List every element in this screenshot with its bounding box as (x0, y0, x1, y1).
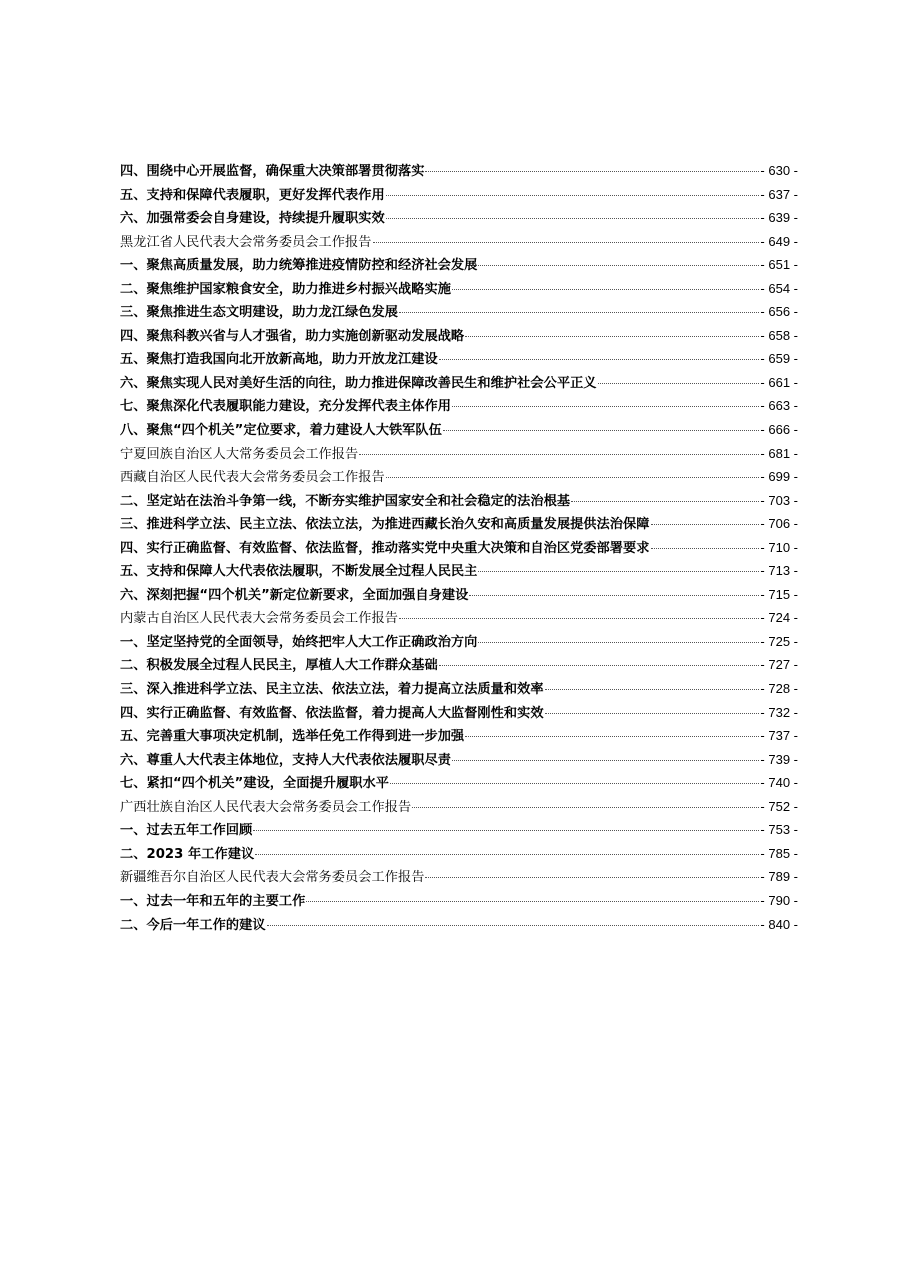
toc-dot-leader (478, 264, 759, 266)
toc-page-number: - 654 - (760, 280, 798, 296)
toc-dot-leader (439, 664, 760, 666)
toc-dot-leader (465, 335, 759, 337)
toc-dot-leader (478, 570, 759, 572)
toc-dot-leader (306, 900, 759, 902)
toc-dot-leader (545, 688, 760, 690)
toc-entry-title: 三、推进科学立法、民主立法、依法立法，为推进西藏长治久安和高质量发展提供法治保障 (120, 517, 650, 533)
toc-entry-title: 一、聚焦高质量发展，助力统筹推进疫情防控和经济社会发展 (120, 258, 478, 274)
toc-page-number: - 752 - (760, 798, 798, 814)
toc-entry-title: 六、加强常委会自身建设，持续提升履职实效 (120, 211, 385, 227)
toc-page-number: - 785 - (760, 845, 798, 861)
toc-dot-leader (651, 547, 760, 549)
toc-section-entry[interactable] (120, 206, 798, 230)
toc-section-entry[interactable] (120, 701, 798, 725)
table-of-contents (120, 159, 798, 936)
toc-report-entry[interactable] (120, 795, 798, 819)
toc-section-entry[interactable] (120, 394, 798, 418)
toc-page-number: - 666 - (760, 422, 798, 438)
toc-section-entry[interactable] (120, 748, 798, 772)
toc-dot-leader (598, 382, 760, 384)
toc-report-entry[interactable] (120, 465, 798, 489)
toc-dot-leader (373, 241, 760, 243)
toc-section-entry[interactable] (120, 583, 798, 607)
toc-entry-title: 宁夏回族自治区人大常务委员会工作报告 (120, 446, 359, 462)
toc-entry-title: 六、尊重人大代表主体地位，支持人大代表依法履职尽责 (120, 752, 451, 768)
toc-dot-leader (465, 735, 759, 737)
toc-dot-leader (425, 876, 759, 878)
toc-entry-title: 四、实行正确监督、有效监督、依法监督，推动落实党中央重大决策和自治区党委部署要求 (120, 540, 650, 556)
toc-dot-leader (425, 170, 759, 172)
toc-page-number: - 639 - (760, 210, 798, 226)
toc-page-number: - 630 - (760, 163, 798, 178)
toc-entry-title: 二、积极发展全过程人民民主，厚植人大工作群众基础 (120, 658, 438, 674)
toc-page-number: - 737 - (760, 728, 798, 744)
toc-report-entry[interactable] (120, 865, 798, 889)
toc-section-entry[interactable] (120, 418, 798, 442)
toc-dot-leader (443, 429, 760, 431)
toc-entry-title: 黑龙江省人民代表大会常务委员会工作报告 (120, 234, 372, 250)
toc-page-number: - 753 - (760, 822, 798, 838)
toc-page-number: - 725 - (760, 633, 798, 649)
toc-page-number: - 656 - (760, 304, 798, 320)
toc-dot-leader (386, 217, 760, 219)
toc-report-entry[interactable] (120, 606, 798, 630)
toc-section-entry[interactable] (120, 300, 798, 324)
toc-page-number: - 728 - (760, 681, 798, 697)
toc-page-number: - 713 - (760, 563, 798, 579)
toc-page-number: - 740 - (760, 775, 798, 791)
toc-dot-leader (386, 476, 760, 478)
toc-dot-leader (386, 194, 760, 196)
toc-entry-title: 一、过去五年工作回顾 (120, 823, 253, 839)
toc-entry-title: 二、今后一年工作的建议 (120, 917, 266, 933)
toc-dot-leader (390, 782, 759, 784)
toc-entry-title: 四、围绕中心开展监督，确保重大决策部署贯彻落实 (120, 164, 425, 179)
toc-section-entry[interactable] (120, 842, 798, 866)
toc-entry-title: 七、聚焦深化代表履职能力建设，充分发挥代表主体作用 (120, 399, 451, 415)
toc-section-entry[interactable] (120, 913, 798, 937)
toc-section-entry[interactable] (120, 559, 798, 583)
toc-entry-title: 二、聚焦维护国家粮食安全，助力推进乡村振兴战略实施 (120, 281, 451, 297)
toc-section-entry[interactable] (120, 489, 798, 513)
toc-dot-leader (399, 617, 759, 619)
toc-page-number: - 706 - (760, 516, 798, 532)
toc-entry-title: 六、深刻把握“四个机关”新定位新要求，全面加强自身建设 (120, 587, 469, 603)
toc-entry-title: 八、聚焦“四个机关”定位要求，着力建设人大铁军队伍 (120, 423, 442, 439)
toc-section-entry[interactable] (120, 253, 798, 277)
toc-page-number: - 658 - (760, 327, 798, 343)
toc-entry-title: 二、2023 年工作建议 (120, 846, 255, 862)
toc-page-number: - 637 - (760, 186, 798, 202)
toc-page-number: - 790 - (760, 892, 798, 908)
toc-entry-title: 一、坚定坚持党的全面领导，始终把牢人大工作正确政治方向 (120, 634, 478, 650)
toc-entry-title: 新疆维吾尔自治区人民代表大会常务委员会工作报告 (120, 870, 425, 886)
toc-page-number: - 715 - (760, 586, 798, 602)
toc-page-number: - 661 - (760, 374, 798, 390)
toc-section-entry[interactable] (120, 347, 798, 371)
toc-dot-leader (267, 924, 760, 926)
toc-section-entry[interactable] (120, 653, 798, 677)
toc-entry-title: 四、实行正确监督、有效监督、依法监督，着力提高人大监督刚性和实效 (120, 705, 544, 721)
toc-dot-leader (359, 453, 759, 455)
toc-section-entry[interactable] (120, 771, 798, 795)
toc-entry-title: 六、聚焦实现人民对美好生活的向往，助力推进保障改善民生和维护社会公平正义 (120, 375, 597, 391)
toc-dot-leader (452, 288, 759, 290)
toc-entry-title: 二、坚定站在法治斗争第一线，不断夯实维护国家安全和社会稳定的法治根基 (120, 493, 571, 509)
toc-entry-title: 五、聚焦打造我国向北开放新高地，助力开放龙江建设 (120, 352, 438, 368)
toc-section-entry[interactable] (120, 183, 798, 207)
toc-entry-title: 五、支持和保障人大代表依法履职，不断发展全过程人民民主 (120, 564, 478, 580)
toc-dot-leader (399, 311, 759, 313)
toc-page-number: - 724 - (760, 610, 798, 626)
toc-page-number: - 681 - (760, 445, 798, 461)
toc-entry-title: 五、支持和保障代表履职，更好发挥代表作用 (120, 187, 385, 203)
toc-page-number: - 703 - (760, 492, 798, 508)
toc-page-number: - 739 - (760, 751, 798, 767)
toc-entry-title: 三、深入推进科学立法、民主立法、依法立法，着力提高立法质量和效率 (120, 682, 544, 698)
toc-section-entry[interactable] (120, 630, 798, 654)
toc-entry-title: 三、聚焦推进生态文明建设，助力龙江绿色发展 (120, 305, 398, 321)
toc-entry-title: 一、过去一年和五年的主要工作 (120, 893, 306, 909)
toc-section-entry[interactable] (120, 512, 798, 536)
toc-section-entry[interactable] (120, 371, 798, 395)
toc-dot-leader (255, 853, 759, 855)
toc-section-entry[interactable] (120, 324, 798, 348)
toc-dot-leader (651, 523, 760, 525)
toc-dot-leader (478, 641, 759, 643)
toc-entry-title: 四、聚焦科教兴省与人才强省，助力实施创新驱动发展战略 (120, 328, 465, 344)
toc-page-number: - 710 - (760, 539, 798, 555)
toc-page-number: - 699 - (760, 469, 798, 485)
toc-report-entry[interactable] (120, 442, 798, 466)
toc-section-entry[interactable] (120, 277, 798, 301)
toc-page-number: - 659 - (760, 351, 798, 367)
toc-page-number: - 649 - (760, 233, 798, 249)
toc-page-number: - 651 - (760, 257, 798, 273)
toc-dot-leader (412, 806, 759, 808)
toc-entry-title: 五、完善重大事项决定机制，选举任免工作得到进一步加强 (120, 729, 465, 745)
toc-entry-title: 广西壮族自治区人民代表大会常务委员会工作报告 (120, 799, 412, 815)
toc-page-number: - 727 - (760, 657, 798, 673)
toc-dot-leader (253, 829, 759, 831)
toc-report-entry[interactable] (120, 230, 798, 254)
toc-section-entry[interactable] (120, 818, 798, 842)
toc-section-entry[interactable] (120, 724, 798, 748)
toc-dot-leader (545, 712, 760, 714)
toc-dot-leader (452, 759, 759, 761)
toc-page-number: - 732 - (760, 704, 798, 720)
toc-dot-leader (452, 405, 759, 407)
toc-section-entry[interactable] (120, 536, 798, 560)
toc-section-entry[interactable] (120, 159, 798, 183)
toc-dot-leader (571, 500, 759, 502)
toc-section-entry[interactable] (120, 889, 798, 913)
toc-section-entry[interactable] (120, 677, 798, 701)
toc-page-number: - 840 - (760, 916, 798, 932)
toc-dot-leader (439, 358, 760, 360)
toc-page-number: - 663 - (760, 398, 798, 414)
toc-entry-title: 七、紧扣“四个机关”建设，全面提升履职水平 (120, 776, 389, 792)
toc-entry-title: 西藏自治区人民代表大会常务委员会工作报告 (120, 470, 385, 486)
toc-entry-title: 内蒙古自治区人民代表大会常务委员会工作报告 (120, 611, 398, 627)
toc-page-number: - 789 - (760, 869, 798, 885)
toc-dot-leader (469, 594, 759, 596)
